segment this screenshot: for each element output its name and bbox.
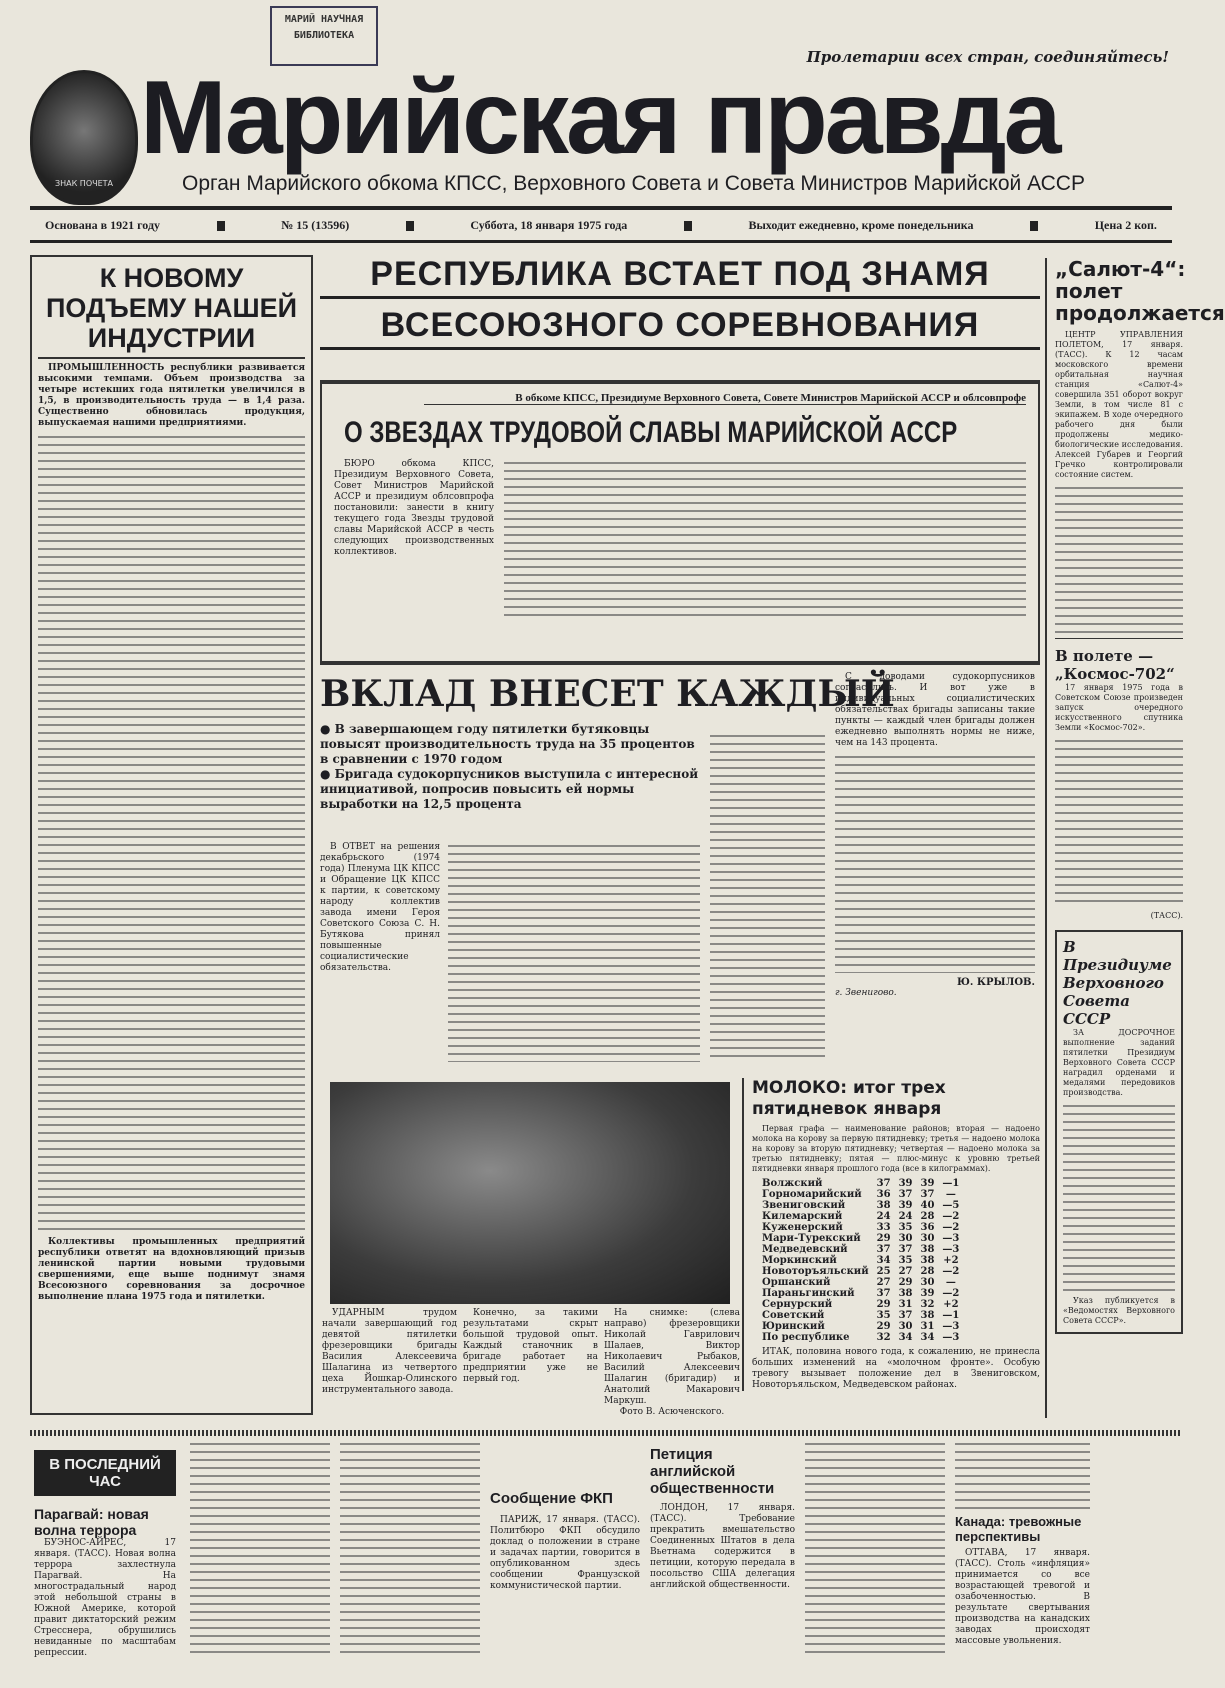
divider [30, 1430, 1182, 1436]
milk-value: 37 [898, 1310, 913, 1321]
milk-value: 37 [876, 1244, 891, 1255]
left-article-closing: Коллективы промышленных предприятий республики ответят на вдохновляющий призыв ленинской партии новыми трудовыми свершениями, еще выше поднимут знамя Всесоюзного соревнования за досрочное выполнение плана 1975 года и пятилетки. [38, 1237, 305, 1302]
milk-table-row [758, 1211, 963, 1222]
district-name: Моркинский [762, 1255, 837, 1266]
library-stamp: МАРИЙ НАУЧНАЯ БИБЛИОТЕКА [270, 6, 378, 66]
milk-value: 34 [898, 1332, 913, 1343]
separator [1030, 221, 1038, 231]
photo-captions [322, 1308, 740, 1417]
milk-value: 37 [920, 1189, 935, 1200]
milk-table-row [758, 1299, 963, 1310]
milk-table-row [758, 1200, 963, 1211]
left-article-lead: ПРОМЫШЛЕННОСТЬ республики развивается высокими темпами. Объем производства за четыре истекших года пятилетки увеличился в 1,5, в производительность труда — в 1,4 раза. Существенно обновилась продукция, выпускаемая нашими предприятиями. [38, 363, 305, 428]
milk-value: 24 [898, 1211, 913, 1222]
milk-value: —3 [942, 1244, 960, 1255]
milk-value: 37 [898, 1189, 913, 1200]
milk-value: 31 [920, 1321, 935, 1332]
place: г. Звенигово. [835, 988, 897, 998]
district-name: Новоторъяльский [762, 1266, 869, 1277]
district-name: Юринский [762, 1321, 825, 1332]
newspaper-subtitle: Орган Марийского обкома КПСС, Верховного Совета и Совета Министров Марийской АССР [182, 172, 1085, 195]
district-name: Куженерский [762, 1222, 843, 1233]
milk-value: 33 [876, 1222, 891, 1233]
author: Ю. КРЫЛОВ. [957, 977, 1035, 988]
milk-value: 36 [920, 1222, 935, 1233]
milk-value: 30 [898, 1233, 913, 1244]
milk-value: 37 [876, 1288, 891, 1299]
milk-value: 30 [920, 1277, 935, 1288]
paraguay-headline: Парагвай: новая волна террора [34, 1506, 149, 1538]
district-name: Сернурский [762, 1299, 833, 1310]
body-text [1055, 484, 1183, 634]
milk-value: —2 [942, 1288, 960, 1299]
milk-value: 29 [876, 1233, 891, 1244]
milk-intro: Первая графа — наименование районов; вторая — надоено молока на корову за первую пятидневку; третья — надоено молока на корову за вторую пятидневку; четвертая — надоено молока за третью пятидневку; пятая — плюс-минус к уровню третьей пятидневки января прошлого года (все в килограммах). [752, 1124, 1040, 1173]
presidium-text: ЗА ДОСРОЧНОЕ выполнение заданий пятилетки Президиум Верховного Совета СССР наградил орденами и медалями передовиков производства. [1063, 1028, 1175, 1097]
milk-value: 38 [876, 1200, 891, 1211]
vklad-lead: В ОТВЕТ на решения декабрьского (1974 года) Пленума ЦК КПСС и Обращение ЦК КПСС к партии, к советскому народу коллектив завода имени Героя Советского Союза С. Н. Бутякова принял повышенные социалистические обязательства. [320, 842, 440, 973]
milk-table [758, 1178, 963, 1343]
banner-line-2: ВСЕСОЮЗНОГО СОРЕВНОВАНИЯ [320, 303, 1040, 350]
vklad-article [320, 672, 1040, 1077]
vklad-headline: ВКЛАД ВНЕСЕТ КАЖДЫЙ [320, 673, 895, 715]
separator [217, 221, 225, 231]
separator [684, 221, 692, 231]
milk-value: 39 [920, 1288, 935, 1299]
milk-value: — [945, 1189, 956, 1200]
milk-table-row [758, 1310, 963, 1321]
stars-lead: БЮРО обкома КПСС, Президиум Верховного Совета, Совет Министров Марийской АССР и президиум облсовпрофа постановили: занести в книгу текущего года Звезды трудовой славы Марийской АССР в честь следующих производственных коллективов. [334, 459, 494, 557]
issue-number: № 15 (13596) [281, 218, 350, 232]
milk-value: 39 [898, 1200, 913, 1211]
issue-date: Суббота, 18 января 1975 года [470, 218, 628, 232]
bottom-band [30, 1440, 1180, 1668]
divider [30, 206, 1172, 210]
milk-value: 30 [898, 1321, 913, 1332]
milk-table-row [758, 1178, 963, 1189]
vklad-bullet-text: В завершающем году пятилетки бутяковцы повысят производительность труда на 35 процентов в сравнении с 1970 годом [320, 722, 695, 766]
vklad-bullet: ● В завершающем году пятилетки бутяковцы повысят производительность труда на 35 процентов в сравнении с 1970 годом [320, 722, 695, 766]
newspaper-title: Марийская правда [140, 60, 1059, 176]
milk-table-row [758, 1332, 963, 1343]
vklad-bullet-text: Бригада судокорпусников выступила с интересной инициативой, попросив повысить ей нормы выработки на 12,5 процента [320, 767, 699, 811]
district-name: По республике [762, 1332, 850, 1343]
emblem-text: ЗНАК ПОЧЕТА [54, 179, 114, 188]
vklad-side-text: С доводами судокорпусников согласились. И вот уже в индивидуальных социалистических обязательствах бригады записаны такие пункты — каждый член бригады должен ежедневно выполнять нормы не ниже, чем на 143 процента. [835, 672, 1035, 748]
milk-value: 30 [920, 1233, 935, 1244]
milk-value: 29 [898, 1277, 913, 1288]
kosmos-credit: (ТАСС). [1150, 911, 1183, 920]
milk-value: 32 [876, 1332, 891, 1343]
milk-value: —3 [942, 1321, 960, 1332]
body-text [190, 1440, 330, 1655]
body-text [835, 753, 1035, 973]
order-emblem-icon [30, 70, 138, 205]
district-name: Медведевский [762, 1244, 848, 1255]
left-article [30, 255, 313, 1415]
district-name: Мари-Турекский [762, 1233, 861, 1244]
kosmos-headline: В полете — „Космос-702“ [1055, 638, 1183, 683]
vklad-bullet: ● Бригада судокорпусников выступила с интересной инициативой, попросив повысить ей нормы выработки на 12,5 процента [320, 767, 699, 811]
milk-value: 28 [920, 1266, 935, 1277]
milk-value: 38 [920, 1310, 935, 1321]
milk-value: —1 [942, 1178, 960, 1189]
body-text [955, 1440, 1090, 1510]
divider [30, 240, 1172, 243]
milk-table-row [758, 1321, 963, 1332]
district-name: Килемарский [762, 1211, 843, 1222]
district-name: Волжский [762, 1178, 823, 1189]
last-hour-rubric: В ПОСЛЕДНИЙ ЧАС [34, 1450, 176, 1496]
body-text [710, 732, 825, 1062]
milk-value: +2 [943, 1299, 959, 1310]
stars-article [320, 380, 1040, 665]
photo-caption: Конечно, за такими результатами скрыт большой трудовой опыт. Каждый станочник в бригаде работает на предприятии уже не первый год. [463, 1308, 598, 1384]
left-article-headline: К НОВОМУ ПОДЪЕМУ НАШЕЙ ИНДУСТРИИ [38, 263, 305, 359]
banner-line-1: РЕСПУБЛИКА ВСТАЕТ ПОД ЗНАМЯ [320, 252, 1040, 299]
salyut-text: ЦЕНТР УПРАВЛЕНИЯ ПОЛЕТОМ, 17 января. (ТАСС). К 12 часам московского времени орбитальная научная станция «Салют-4» совершила 351 оборот вокруг Земли, в том числе 81 с экипажем. В ходе очередного рабочего дня были продолжены медико-биологические исследования. Алексей Губарев и Георгий Гречко контролировали состояние систем. [1055, 330, 1183, 479]
milk-value: 29 [876, 1321, 891, 1332]
milk-value: —1 [942, 1310, 960, 1321]
milk-value: 38 [920, 1244, 935, 1255]
milk-value: —2 [942, 1266, 960, 1277]
milk-value: — [945, 1277, 956, 1288]
district-name: Горномарийский [762, 1189, 862, 1200]
fkp-text: ПАРИЖ, 17 января. (ТАСС). Политбюро ФКП обсудило доклад о положении в стране и задачах партии, говорится в опубликованном здесь сообщении Французской коммунистической партии. [490, 1515, 640, 1591]
body-text [1063, 1102, 1175, 1292]
district-name: Оршанский [762, 1277, 831, 1288]
milk-table-row [758, 1288, 963, 1299]
milk-value: 35 [898, 1222, 913, 1233]
workers-photo [330, 1082, 730, 1304]
canada-headline: Канада: тревожные перспективы [955, 1514, 1082, 1544]
milk-value: 37 [898, 1244, 913, 1255]
milk-value: 28 [920, 1211, 935, 1222]
right-column [1045, 257, 1225, 1418]
milk-table-row [758, 1244, 963, 1255]
fkp-headline: Сообщение ФКП [490, 1490, 613, 1507]
milk-value: +2 [943, 1255, 959, 1266]
frequency: Выходит ежедневно, кроме понедельника [748, 218, 974, 232]
presidium-headline: В Президиуме Верховного Совета СССР [1063, 938, 1172, 1028]
canada-text: ОТТАВА, 17 января. (ТАСС). Столь «инфляция» принимается со все возрастающей тревогой и озабоченностью. В результате свертывания производства на канадских заводах происходят массовые увольнения. [955, 1548, 1090, 1646]
milk-value: —3 [942, 1233, 960, 1244]
milk-headline: МОЛОКО: итог трех пятидневок января [752, 1078, 946, 1119]
milk-value: 34 [920, 1332, 935, 1343]
milk-value: —5 [942, 1200, 960, 1211]
price: Цена 2 коп. [1094, 218, 1157, 232]
district-name: Советский [762, 1310, 825, 1321]
body-text [448, 842, 700, 1062]
milk-value: 24 [876, 1211, 891, 1222]
body-text [340, 1440, 480, 1655]
banner [320, 252, 1040, 350]
separator [406, 221, 414, 231]
milk-table-row [758, 1189, 963, 1200]
milk-table-row [758, 1255, 963, 1266]
milk-value: —3 [942, 1332, 960, 1343]
presidium-footer: Указ публикуется в «Ведомостях Верховного Совета СССР». [1063, 1296, 1175, 1325]
body-text [805, 1440, 945, 1655]
photo-credit: Фото В. Асюченского. [619, 1407, 725, 1417]
milk-value: 37 [876, 1178, 891, 1189]
milk-table-row [758, 1222, 963, 1233]
milk-value: 35 [898, 1255, 913, 1266]
milk-value: 39 [898, 1178, 913, 1189]
founded: Основана в 1921 году [45, 218, 161, 232]
paraguay-text: БУЭНОС-АЙРЕС, 17 января. (ТАСС). Новая волна террора захлестнула Парагвай. На многострадальный народ этой небольшой страны в Южной Америке, которой правит диктаторский режим Стресснера, обрушились невиданные по масштабам репрессии. [34, 1538, 176, 1658]
kosmos-text: 17 января 1975 года в Советском Союзе произведен запуск очередного искусственного спутника Земли «Космос-702». [1055, 683, 1183, 732]
milk-value: 32 [920, 1299, 935, 1310]
salyut-headline: „Салют-4“: полет продолжается [1055, 257, 1225, 325]
petition-headline: Петиция английской общественности [650, 1446, 775, 1497]
district-name: Звениговский [762, 1200, 846, 1211]
stars-kicker: В обкоме КПСС, Президиуме Верховного Совета, Совете Министров Марийской АССР и облсовпрофе [424, 392, 1026, 405]
milk-text: ИТАК, половина нового года, к сожалению, не принесла больших изменений на «молочном фронте». Особую тревогу вызывает положение дел в Звениговском, Новоторъяльском, Медведевском районах. [752, 1347, 1040, 1390]
milk-value: 40 [920, 1200, 935, 1211]
milk-article [742, 1078, 1040, 1391]
milk-value: 27 [898, 1266, 913, 1277]
milk-value: 38 [898, 1288, 913, 1299]
petition-text: ЛОНДОН, 17 января. (ТАСС). Требование прекратить вмешательство Соединенных Штатов в дела Вьетнама содержится в петиции, которую передала в посольство США делегация английской общественности. [650, 1503, 795, 1590]
body-text [38, 433, 305, 1233]
milk-value: —2 [942, 1211, 960, 1222]
milk-value: 25 [876, 1266, 891, 1277]
milk-value: 31 [898, 1299, 913, 1310]
milk-table-row [758, 1233, 963, 1244]
body-text [504, 459, 1026, 619]
milk-value: 29 [876, 1299, 891, 1310]
milk-value: 34 [876, 1255, 891, 1266]
info-bar [30, 218, 1172, 233]
stars-headline: О ЗВЕЗДАХ ТРУДОВОЙ СЛАВЫ МАРИЙСКОЙ АССР [344, 416, 958, 449]
photo-caption: УДАРНЫМ трудом начали завершающий год девятой пятилетки фрезеровщики бригады Василия Алексеевича Шалагина из четвертого цеха Йошкар-Олинского инструментального завода. [322, 1308, 457, 1395]
milk-table-row [758, 1277, 963, 1288]
body-text [1055, 737, 1183, 907]
milk-value: —2 [942, 1222, 960, 1233]
milk-table-row [758, 1266, 963, 1277]
milk-value: 39 [920, 1178, 935, 1189]
district-name: Параньгинский [762, 1288, 855, 1299]
milk-value: 36 [876, 1189, 891, 1200]
slogan: Пролетарии всех стран, соединяйтесь! [806, 48, 1169, 66]
photo-caption: На снимке: (слева направо) фрезеровщики Николай Гаврилович Шалаев, Виктор Николаевич Рыбаков, Василий Алексеевич Шалагин (бригадир) и Анатолий Макарович Маркуш. [604, 1308, 740, 1406]
milk-value: 27 [876, 1277, 891, 1288]
milk-value: 35 [876, 1310, 891, 1321]
milk-value: 38 [920, 1255, 935, 1266]
